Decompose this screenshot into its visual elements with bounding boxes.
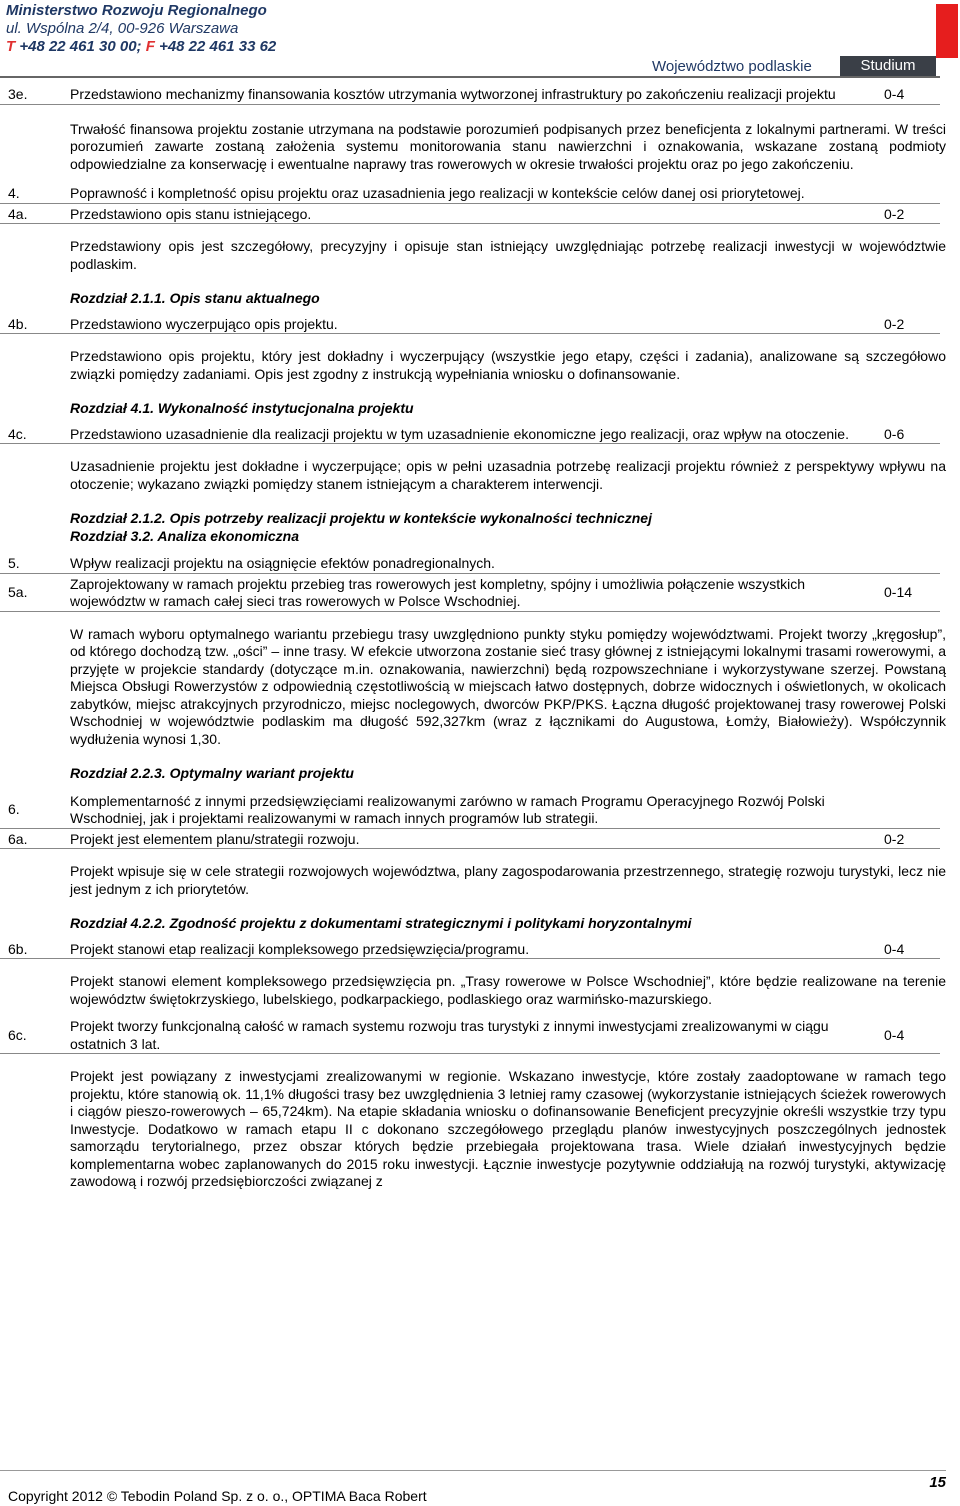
chapter-reference: Rozdział 3.2. Analiza ekonomiczna	[70, 527, 299, 544]
region-label: Województwo podlaskie	[652, 58, 812, 75]
criterion-row	[0, 426, 940, 445]
chapter-reference: Rozdział 4.2.2. Zgodność projektu z dokumentami strategicznymi i politykami horyzontalnymi	[70, 915, 692, 931]
criterion-section	[0, 173, 960, 204]
criterion-number: 4b.	[8, 315, 28, 332]
criterion-label: Projekt jest elementem planu/strategii rozwoju.	[70, 830, 360, 847]
criterion-row	[0, 941, 940, 960]
criterion-row	[0, 1018, 940, 1054]
criterion-score: 0-14	[884, 584, 913, 601]
red-corner-tab	[936, 4, 958, 58]
studium-tag: Studium	[840, 56, 936, 76]
criterion-number: 6b.	[8, 940, 28, 957]
criterion-row	[0, 185, 940, 204]
criterion-number: 4.	[8, 185, 20, 201]
chapter-reference: Rozdział 2.1.1. Opis stanu aktualnego	[70, 290, 320, 306]
criterion-description: Trwałość finansowa projektu zostanie utrzymana na podstawie porozumień podpisanych przez beneficjenta z lokalnymi partnerami. W treści porozumień zawarte zostaną założenia systemu monitorowania stanu nawierzchni i oznakowania, wskazane zostaną podmioty odpowiedzialne za konserwację i ewentualne naprawy tras rowerowych w okresie trwałości projektu oraz po jego zakończeniu.	[70, 120, 946, 172]
criterion-description: Przedstawiony opis jest szczegółowy, precyzyjny i opisuje stan istniejący uwzględniając potrzebę realizacji inwestycji w województwie podlaskim.	[70, 238, 946, 272]
criterion-section	[0, 418, 960, 546]
criterion-label: Komplementarność z innymi przedsięwzięciami realizowanymi zarówno w ramach Programu Operacyjnego Rozwój Polski Wschodniej, jak i projektami realizowanymi w ramach innych programów lub strategii.	[70, 792, 825, 826]
criterion-row	[0, 316, 940, 335]
criterion-section	[0, 545, 960, 574]
footer-divider	[0, 1470, 946, 1471]
fax-number: +48 22 461 33 62	[159, 38, 277, 55]
criterion-row	[0, 555, 940, 574]
criterion-section	[0, 1008, 960, 1191]
criterion-row	[0, 793, 940, 829]
criterion-description: Przedstawiono opis projektu, który jest dokładny i wyczerpujący (wszystkie jego etapy, części i zadania), analizowane są szczegółowo związki pomiędzy zadaniami. Opis jest zgodny z instrukcją wypełniania wniosku o dofinansowanie.	[70, 348, 946, 382]
contact-line	[6, 38, 276, 56]
criterion-description: Projekt wpisuje się w cele strategii rozwojowych województwa, plany zagospodarowania przestrzennego, strategię rozwoju turystyki, lecz nie jest jednym z ich priorytetów.	[70, 863, 946, 897]
criterion-section	[0, 933, 960, 1009]
header-divider	[0, 76, 940, 78]
chapter-reference: Rozdział 2.1.2. Opis potrzeby realizacji projektu w kontekście wykonalności technicznej	[70, 510, 652, 526]
criterion-label: Projekt tworzy funkcjonalną całość w ramach systemu rozwoju tras turystyki z innymi inwestycjami zrealizowanymi w ciągu ostatnich 3 lat.	[70, 1018, 829, 1052]
criterion-number: 4a.	[8, 205, 28, 222]
criterion-number: 4c.	[8, 425, 27, 442]
criterion-section	[0, 829, 960, 933]
criterion-score: 0-4	[884, 940, 905, 957]
criterion-number: 6.	[8, 801, 20, 818]
criterion-row	[0, 576, 940, 612]
criterion-score: 0-4	[884, 86, 905, 102]
criterion-section	[0, 80, 960, 173]
criterion-score: 0-6	[884, 425, 905, 442]
criterion-label: Projekt stanowi etap realizacji kompleksowego przedsięwzięcia/programu.	[70, 940, 530, 957]
criterion-number: 5a.	[8, 584, 28, 601]
criterion-description: Projekt stanowi element kompleksowego przedsięwzięcia pn. „Trasy rowerowe w Polsce Wschodniej”, które będzie realizowane na terenie województw świętokrzyskiego, lubelskiego, podkarpackiego, podlaskiego oraz warmińsko-mazurskiego.	[70, 973, 946, 1007]
org-address: ul. Wspólna 2/4, 00-926 Warszawa	[6, 20, 239, 37]
criterion-row	[0, 831, 940, 850]
page-number: 15	[929, 1474, 946, 1491]
criterion-label: Przedstawiono opis stanu istniejącego.	[70, 205, 312, 222]
org-name: Ministerstwo Rozwoju Regionalnego	[6, 2, 267, 19]
criterion-section	[0, 783, 960, 829]
criterion-description: W ramach wyboru optymalnego wariantu przebiegu trasy uwzględniono punkty styku pomiędzy województwami. Projekt tworzy „kręgosłup”, od którego dochodzą tzw. „ości” – inne trasy. W efekcie utworzona zostanie sieć trasy głównej z istniejącymi lokalnymi trasami rowerowymi, a przyjęte w projekcie standardy (dotyczące m.in. oznakowania, nawierzchni) będą rozpowszechniane i wykorzystywane szerzej. Powstaną Miejsca Obsługi Rowerzystów z odpowiednią częstotliwością w miejscach łatwo dostępnych, dobrze widocznych i oświetlonych, w okolicach zabytków, miejsc atrakcyjnych przyrodniczo, miejsc noclegowych, dworców PKP/PKS. Łączna długość projektowanej trasy rowerowej Polski Wschodniej w województwie podlaskim ma długość 592,327km (wraz z łącznikami do Augustowa, Łomży, Białowieży). Współczynnik wydłużenia wynosi 1,30.	[70, 625, 946, 747]
fax-label: F	[145, 38, 155, 55]
criterion-score: 0-2	[884, 315, 905, 332]
chapter-reference: Rozdział 4.1. Wykonalność instytucjonalna projektu	[70, 400, 414, 416]
criterion-label: Wpływ realizacji projektu na osiągnięcie efektów ponadregionalnych.	[70, 555, 495, 571]
criterion-label: Przedstawiono mechanizmy finansowania kosztów utrzymania wytworzonej infrastruktury po zakończeniu realizacji projektu	[70, 86, 836, 102]
criterion-label: Przedstawiono wyczerpująco opis projektu.	[70, 315, 338, 332]
chapter-reference: Rozdział 2.2.3. Optymalny wariant projektu	[70, 765, 354, 781]
criterion-description: Uzasadnienie projektu jest dokładne i wyczerpujące; opis w pełni uzasadnia potrzebę realizacji projektu również z perspektywy wpływu na otoczenie; wykazano związki pomiędzy stanem istniejącym a charakterem interwencji.	[70, 458, 946, 492]
copyright-text: Copyright 2012 © Tebodin Poland Sp. z o. o., OPTIMA Baca Robert	[8, 1488, 427, 1504]
criterion-label: Przedstawiono uzasadnienie dla realizacji projektu w tym uzasadnienie ekonomiczne jego realizacji, oraz wpływ na otoczenie.	[70, 425, 849, 442]
criterion-section	[0, 574, 960, 783]
phone-label: T	[6, 38, 16, 55]
page-footer	[0, 1462, 960, 1506]
criterion-number: 3e.	[8, 86, 28, 102]
phone-number: +48 22 461 30 00;	[19, 38, 142, 55]
page-header	[6, 2, 276, 56]
criterion-row	[0, 86, 940, 105]
criterion-score: 0-2	[884, 205, 905, 222]
criterion-row	[0, 206, 940, 225]
criterion-number: 6a.	[8, 830, 28, 847]
criterion-label: Poprawność i kompletność opisu projektu oraz uzasadnienia jego realizacji w kontekście celów danej osi priorytetowej.	[70, 185, 805, 201]
criterion-number: 5.	[8, 555, 20, 571]
criterion-section	[0, 204, 960, 308]
document-body	[0, 80, 960, 1460]
criterion-score: 0-4	[884, 1026, 905, 1043]
criterion-number: 6c.	[8, 1026, 27, 1043]
criterion-score: 0-2	[884, 830, 905, 847]
criterion-section	[0, 308, 960, 418]
criterion-description: Projekt jest powiązany z inwestycjami zrealizowanymi w regionie. Wskazano inwestycje, które zostały zaadoptowane w ramach tego projektu, które stanowią ok. 11,1% długości trasy bez uwzględnienia 3 letniej ramy czasowej (wykorzystanie istniejących ścieżek rowerowych i ciągów pieszo-rowerowych – 65,724km). Na etapie składania wniosku o dofinansowanie Beneficjent precyzyjnie określi wszystkie trzy typu Inwestycje. Dodatkowo w ramach etapu II c dokonano szczegółowego przeglądu planów inwestycyjnych poszczególnych jednostek samorządu terytorialnego, przez obszar których będzie przebiegała projektowana trasa. Wiele działań inwestycyjnych będzie komplementarna wobec zaplanowanych do 2015 roku inwestycji. Łącznie inwestycje pozytywnie oddziałują na rozwój turystyki, aktywizację zawodową i rozwój przedsiębiorczości związanej z	[70, 1068, 946, 1189]
criterion-label: Zaprojektowany w ramach projektu przebieg tras rowerowych jest kompletny, spójny i umożliwia połączenie wszystkich województw w ramach całej sieci tras rowerowych w Polsce Wschodniej.	[70, 575, 806, 609]
